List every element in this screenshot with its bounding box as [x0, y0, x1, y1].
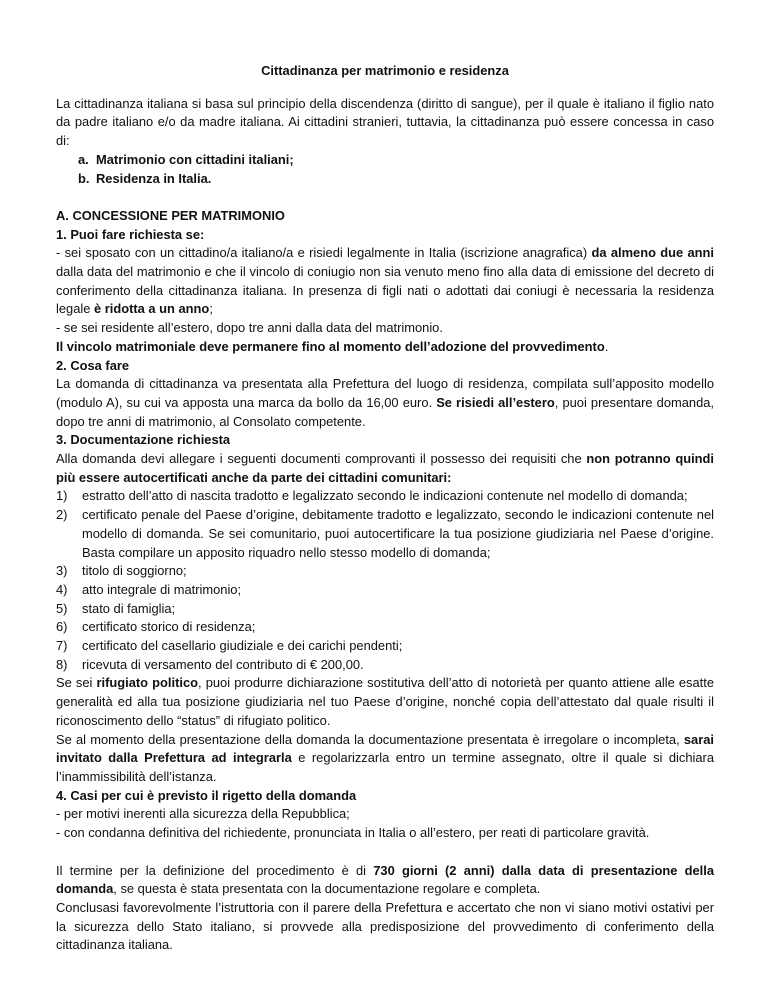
- list-item: 4) atto integrale di matrimonio;: [56, 581, 242, 597]
- section-1-heading: 1. Puoi fare richiesta se:: [56, 226, 205, 242]
- section-1-paragraph: - sei sposato con un cittadino/a italiano/a e risiedi legalmente in Italia (iscrizione anagrafica) da almeno due anni dalla data del matrimonio e che il vincolo di coniugio non sia venuto meno fino alla data di emissione del decreto di conferimento della cittadinanza italiana. In presenza di figli nati o adottati dai coniugi è necessaria la residenza legale è ridotta a un anno;: [56, 245, 714, 317]
- section-3-paragraph: Alla domanda devi allegare i seguenti documenti comprovanti il possesso dei requisiti che non potranno quindi più essere autocertificati anche da parte dei cittadini comunitari:: [56, 451, 715, 485]
- rejection-reason: - per motivi inerenti alla sicurezza della Repubblica;: [56, 806, 350, 822]
- document-page: [56, 62, 714, 955]
- list-item: 1) estratto dell’atto di nascita tradotto e legalizzato secondo le indicazioni contenute nel modello di domanda;: [56, 488, 688, 504]
- list-item: 8) ricevuta di versamento del contributo di € 200,00.: [56, 656, 364, 672]
- case-item: a. Matrimonio con cittadini italiani;: [78, 151, 294, 167]
- closing-paragraph: Conclusasi favorevolmente l’istruttoria con il parere della Prefettura e accertato che non vi siano motivi ostativi per la sicurezza dello Stato italiano, si provvede alla predisposizione del provvedimento di conferimento della cittadinanza italiana.: [56, 899, 714, 953]
- list-item: 2) certificato penale del Paese d’origine, debitamente tradotto e legalizzato, secondo le indicazioni contenute nel modello di domanda. Se sei comunitario, puoi autocertificare la tua posizione giudiziaria nel Paese d’origine. Basta compilare un apposito riquadro nello stesso modello di domanda;: [56, 507, 714, 560]
- cases-list: [56, 151, 714, 188]
- section-4-heading: 4. Casi per cui è previsto il rigetto della domanda: [56, 787, 357, 803]
- section-2-heading: 2. Cosa fare: [56, 357, 130, 373]
- case-item: b. Residenza in Italia.: [78, 170, 212, 186]
- refugee-paragraph: Se sei rifugiato politico, puoi produrre dichiarazione sostitutiva dell’atto di notorietà per quanto attiene alle esatte generalità ed alla tua posizione giudiziaria nel tuo Paese d’origine, nonché copia dell’attestato dal quale risulti il riconoscimento dello “status” di rifugiato politico.: [56, 675, 714, 728]
- list-item: 3) titolo di soggiorno;: [56, 563, 187, 579]
- incomplete-docs-paragraph: Se al momento della presentazione della domanda la documentazione presentata è irregolare o incompleta, sarai invitato dalla Prefettura ad integrarla e regolarizzarla entro un termine assegnato, oltre il quale si dichiara l’inammissibilità dell’istanza.: [56, 731, 715, 784]
- list-item: 5) stato di famiglia;: [56, 600, 176, 616]
- list-item: 6) certificato storico di residenza;: [56, 619, 256, 635]
- term-paragraph: Il termine per la definizione del procedimento è di 730 giorni (2 anni) dalla data di presentazione della domanda, se questa è stata presentata con la documentazione regolare e completa.: [56, 862, 714, 897]
- section-1-abroad: - se sei residente all’estero, dopo tre anni dalla data del matrimonio.: [56, 320, 443, 336]
- document-title: Cittadinanza per matrimonio e residenza: [261, 63, 509, 78]
- section-2-paragraph: La domanda di cittadinanza va presentata alla Prefettura del luogo di residenza, compilata sull’apposito modello (modulo A), su cui va apposta una marca da bollo da 16,00 euro. Se risiedi all’estero, puoi presentare domanda, dopo tre anni di matrimonio, al Consolato competente.: [56, 376, 714, 429]
- rejection-reason: - con condanna definitiva del richiedente, pronunciata in Italia o all’estero, per reati di particolare gravità.: [56, 825, 650, 841]
- list-item: 7) certificato del casellario giudiziale e dei carichi pendenti;: [56, 638, 403, 654]
- intro-paragraph: La cittadinanza italiana si basa sul principio della discendenza (diritto di sangue), per il quale è italiano il figlio nato da padre italiano e/o da madre italiana. Ai cittadini stranieri, tuttavia, la cittadinanza può essere concessa in caso di:: [56, 95, 714, 149]
- section-1-bond-note: Il vincolo matrimoniale deve permanere fino al momento dell’adozione del provvedimento.: [56, 338, 609, 354]
- documents-list: [56, 487, 714, 674]
- section-a-heading: A. CONCESSIONE PER MATRIMONIO: [56, 207, 285, 223]
- section-3-heading: 3. Documentazione richiesta: [56, 432, 231, 448]
